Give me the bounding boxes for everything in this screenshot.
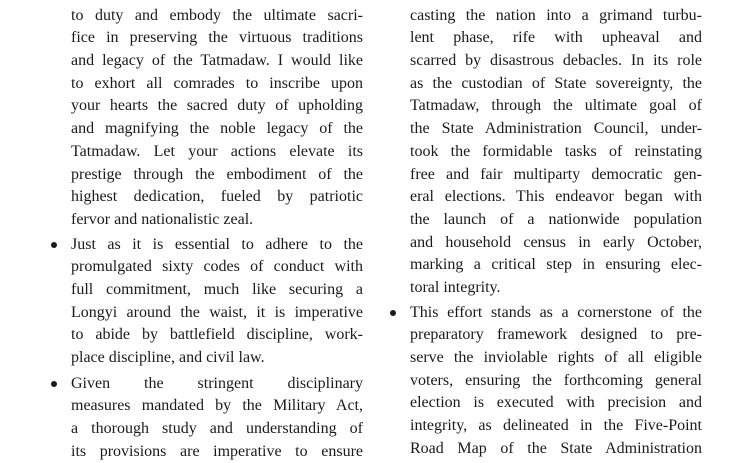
text-line: and legacy of the Tatmadaw. I would like (71, 52, 363, 70)
text-line: place discipline, and civil law. (71, 349, 265, 367)
text-line: casting the nation into a grimand turbu- (410, 6, 702, 24)
text-line: free and fair multiparty democratic gen- (410, 165, 702, 183)
text-line: Longyi around the waist, it is imperative (71, 303, 363, 321)
text-line: Tatmadaw. Let your actions elevate its (71, 142, 363, 160)
text-line: toral integrity. (410, 279, 501, 297)
text-line: full commitment, much like securing a (71, 281, 363, 299)
text-line: to exhort all comrades to inscribe upon (71, 74, 363, 92)
text-line: promulgated sixty codes of conduct with (71, 258, 363, 276)
bullet-marker (51, 381, 57, 387)
text-line: scarred by disastrous debacles. In its role (410, 52, 702, 70)
text-line: voters, ensuring the forthcoming general (410, 371, 702, 389)
text-line: your hearts the sacred duty of upholding (71, 97, 363, 115)
text-line: as the custodian of State sovereignty, the (410, 74, 702, 92)
text-line: prestige through the embodiment of the (71, 165, 363, 183)
text-line: Just as it is essential to adhere to the (71, 235, 363, 253)
text-line: Tatmadaw, through the ultimate goal of (410, 97, 702, 115)
text-line: took the formidable tasks of reinstating (410, 142, 702, 160)
text-line: preparatory framework designed to pre- (410, 326, 702, 344)
text-line: its provisions are imperative to ensure (71, 442, 363, 460)
text-line: to abide by battlefield discipline, work- (71, 326, 363, 344)
bullet-marker (390, 310, 396, 316)
text-line: the launch of a nationwide population (410, 210, 702, 228)
text-line: integrity, as delineated in the Five-Point (410, 417, 702, 435)
text-line: lent phase, rife with upheaval and (410, 29, 702, 47)
text-line: This effort stands as a cornerstone of the (410, 303, 702, 321)
text-line: and magnifying the noble legacy of the (71, 120, 363, 138)
text-line: election is executed with precision and (410, 394, 702, 412)
text-line: marking a critical step in ensuring elec- (410, 256, 702, 274)
text-line: to duty and embody the ultimate sacri- (71, 6, 363, 24)
text-line: Road Map of the State Administration (410, 439, 702, 457)
bullet-marker (51, 242, 57, 248)
text-line: serve the inviolable rights of all eligible (410, 349, 702, 367)
text-line: Given the stringent disciplinary (71, 374, 363, 392)
text-line: measures mandated by the Military Act, (71, 397, 363, 415)
text-line: highest dedication, fueled by patriotic (71, 188, 363, 206)
text-line: and household census in early October, (410, 233, 702, 251)
text-line: fice in preserving the virtuous traditions (71, 29, 363, 47)
text-line: a thorough study and understanding of (71, 420, 363, 438)
text-line: fervor and nationalistic zeal. (71, 210, 254, 228)
text-line: eral elections. This endeavor began with (410, 188, 702, 206)
text-line: the State Administration Council, under- (410, 120, 702, 138)
